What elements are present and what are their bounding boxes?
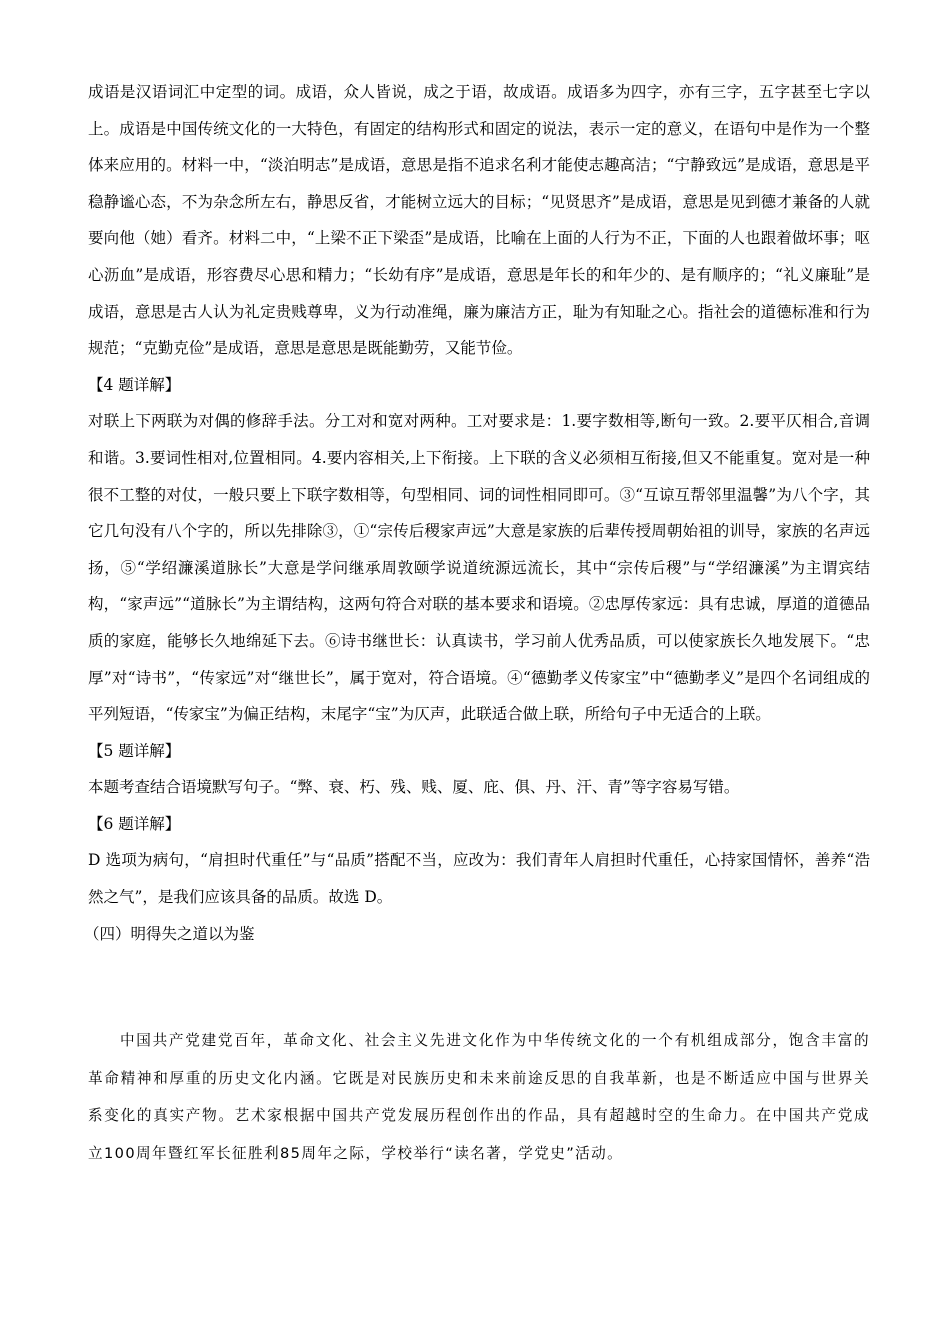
- reading-excerpt: [88, 1022, 870, 1172]
- excerpt-paragraph: 中国共产党建党百年，革命文化、社会主义先进文化作为中华传统文化的一个有机组成部分，饱含丰富的革命精神和厚重的历史文化内涵。它既是对民族历史和未来前途反思的自我革新，也是不断适应中国与世界关系变化的真实产物。艺术家根据中国共产党发展历程创作出的作品，具有超越时空的生命力。在中国共产党成立100周年暨红军长征胜利85周年之际，学校举行“读名著，学党史”活动。: [88, 1032, 870, 1162]
- heading-question-6: 【6 题详解】: [88, 814, 181, 833]
- heading-question-4: 【4 题详解】: [88, 375, 181, 394]
- paragraph-question-6-explanation: D 选项为病句，“肩担时代重任”与“品质”搭配不当，应改为：我们青年人肩担时代重任，心持家国情怀，善养“浩然之气”，是我们应该具备的品质。故选 D。: [88, 851, 870, 907]
- section-title: （四）明得失之道以为鉴: [84, 924, 255, 943]
- heading-question-5: 【5 题详解】: [88, 741, 181, 760]
- paragraph-question-5-explanation: 本题考查结合语境默写句子。“弊、衰、朽、残、贱、厦、庇、俱、丹、汗、青”等字容易写错。: [88, 778, 740, 797]
- paragraph-chengyu-explanation: 成语是汉语词汇中定型的词。成语，众人皆说，成之于语，故成语。成语多为四字，亦有三字，五字甚至七字以上。成语是中国传统文化的一大特色，有固定的结构形式和固定的说法，表示一定的意义，在语句中是作为一个整体来应用的。材料一中，“淡泊明志”是成语，意思是指不追求名利才能使志趣高洁；“宁静致远”是成语，意思是平稳静谧心态，不为杂念所左右，静思反省，才能树立远大的目标；“见贤思齐”是成语，意思是见到德才兼备的人就要向他（她）看齐。材料二中，“上梁不正下梁歪”是成语，比喻在上面的人行为不正，下面的人也跟着做坏事；呕心沥血”是成语，形容费尽心思和精力；“长幼有序”是成语，意思是年长的和年少的、是有顺序的；“礼义廉耻”是成语，意思是古人认为礼定贵贱尊卑，义为行动准绳，廉为廉洁方正，耻为有知耻之心。指社会的道德标准和行为规范；“克勤克俭”是成语，意思是意思是既能勤劳，又能节俭。: [88, 83, 870, 358]
- answer-explanations: [84, 74, 870, 952]
- paragraph-question-4-explanation: 对联上下两联为对偶的修辞手法。分工对和宽对两种。工对要求是：1.要字数相等,断句一致。2.要平仄相合,音调和谐。3.要词性相对,位置相同。4.要内容相关,上下衔接。上下联的含义必须相互衔接,但又不能重复。宽对是一种很不工整的对仗，一般只要上下联字数相等，句型相同、词的词性相同即可。③“互谅互帮邻里温馨”为八个字，其它几句没有八个字的，所以先排除③，①“宗传后稷家声远”大意是家族的后辈传授周朝始祖的训导，家族的名声远扬，⑤“学绍濂溪道脉长”大意是学问继承周敦颐学说道统源远流长，其中“宗传后稷”与“学绍濂溪”为主谓宾结构，“家声远”“道脉长”为主谓结构，这两句符合对联的基本要求和语境。②忠厚传家远：具有忠诚，厚道的道德品质的家庭，能够长久地绵延下去。⑥诗书继世长：认真读书，学习前人优秀品质，可以使家族长久地发展下。“忠厚”对“诗书”，“传家远”对“继世长”，属于宽对，符合语境。④“德勤孝义传家宝”中“德勤孝义”是四个名词组成的平列短语，“传家宝”为偏正结构，末尾字“宝”为仄声，此联适合做上联，所给句子中无适合的上联。: [88, 412, 870, 724]
